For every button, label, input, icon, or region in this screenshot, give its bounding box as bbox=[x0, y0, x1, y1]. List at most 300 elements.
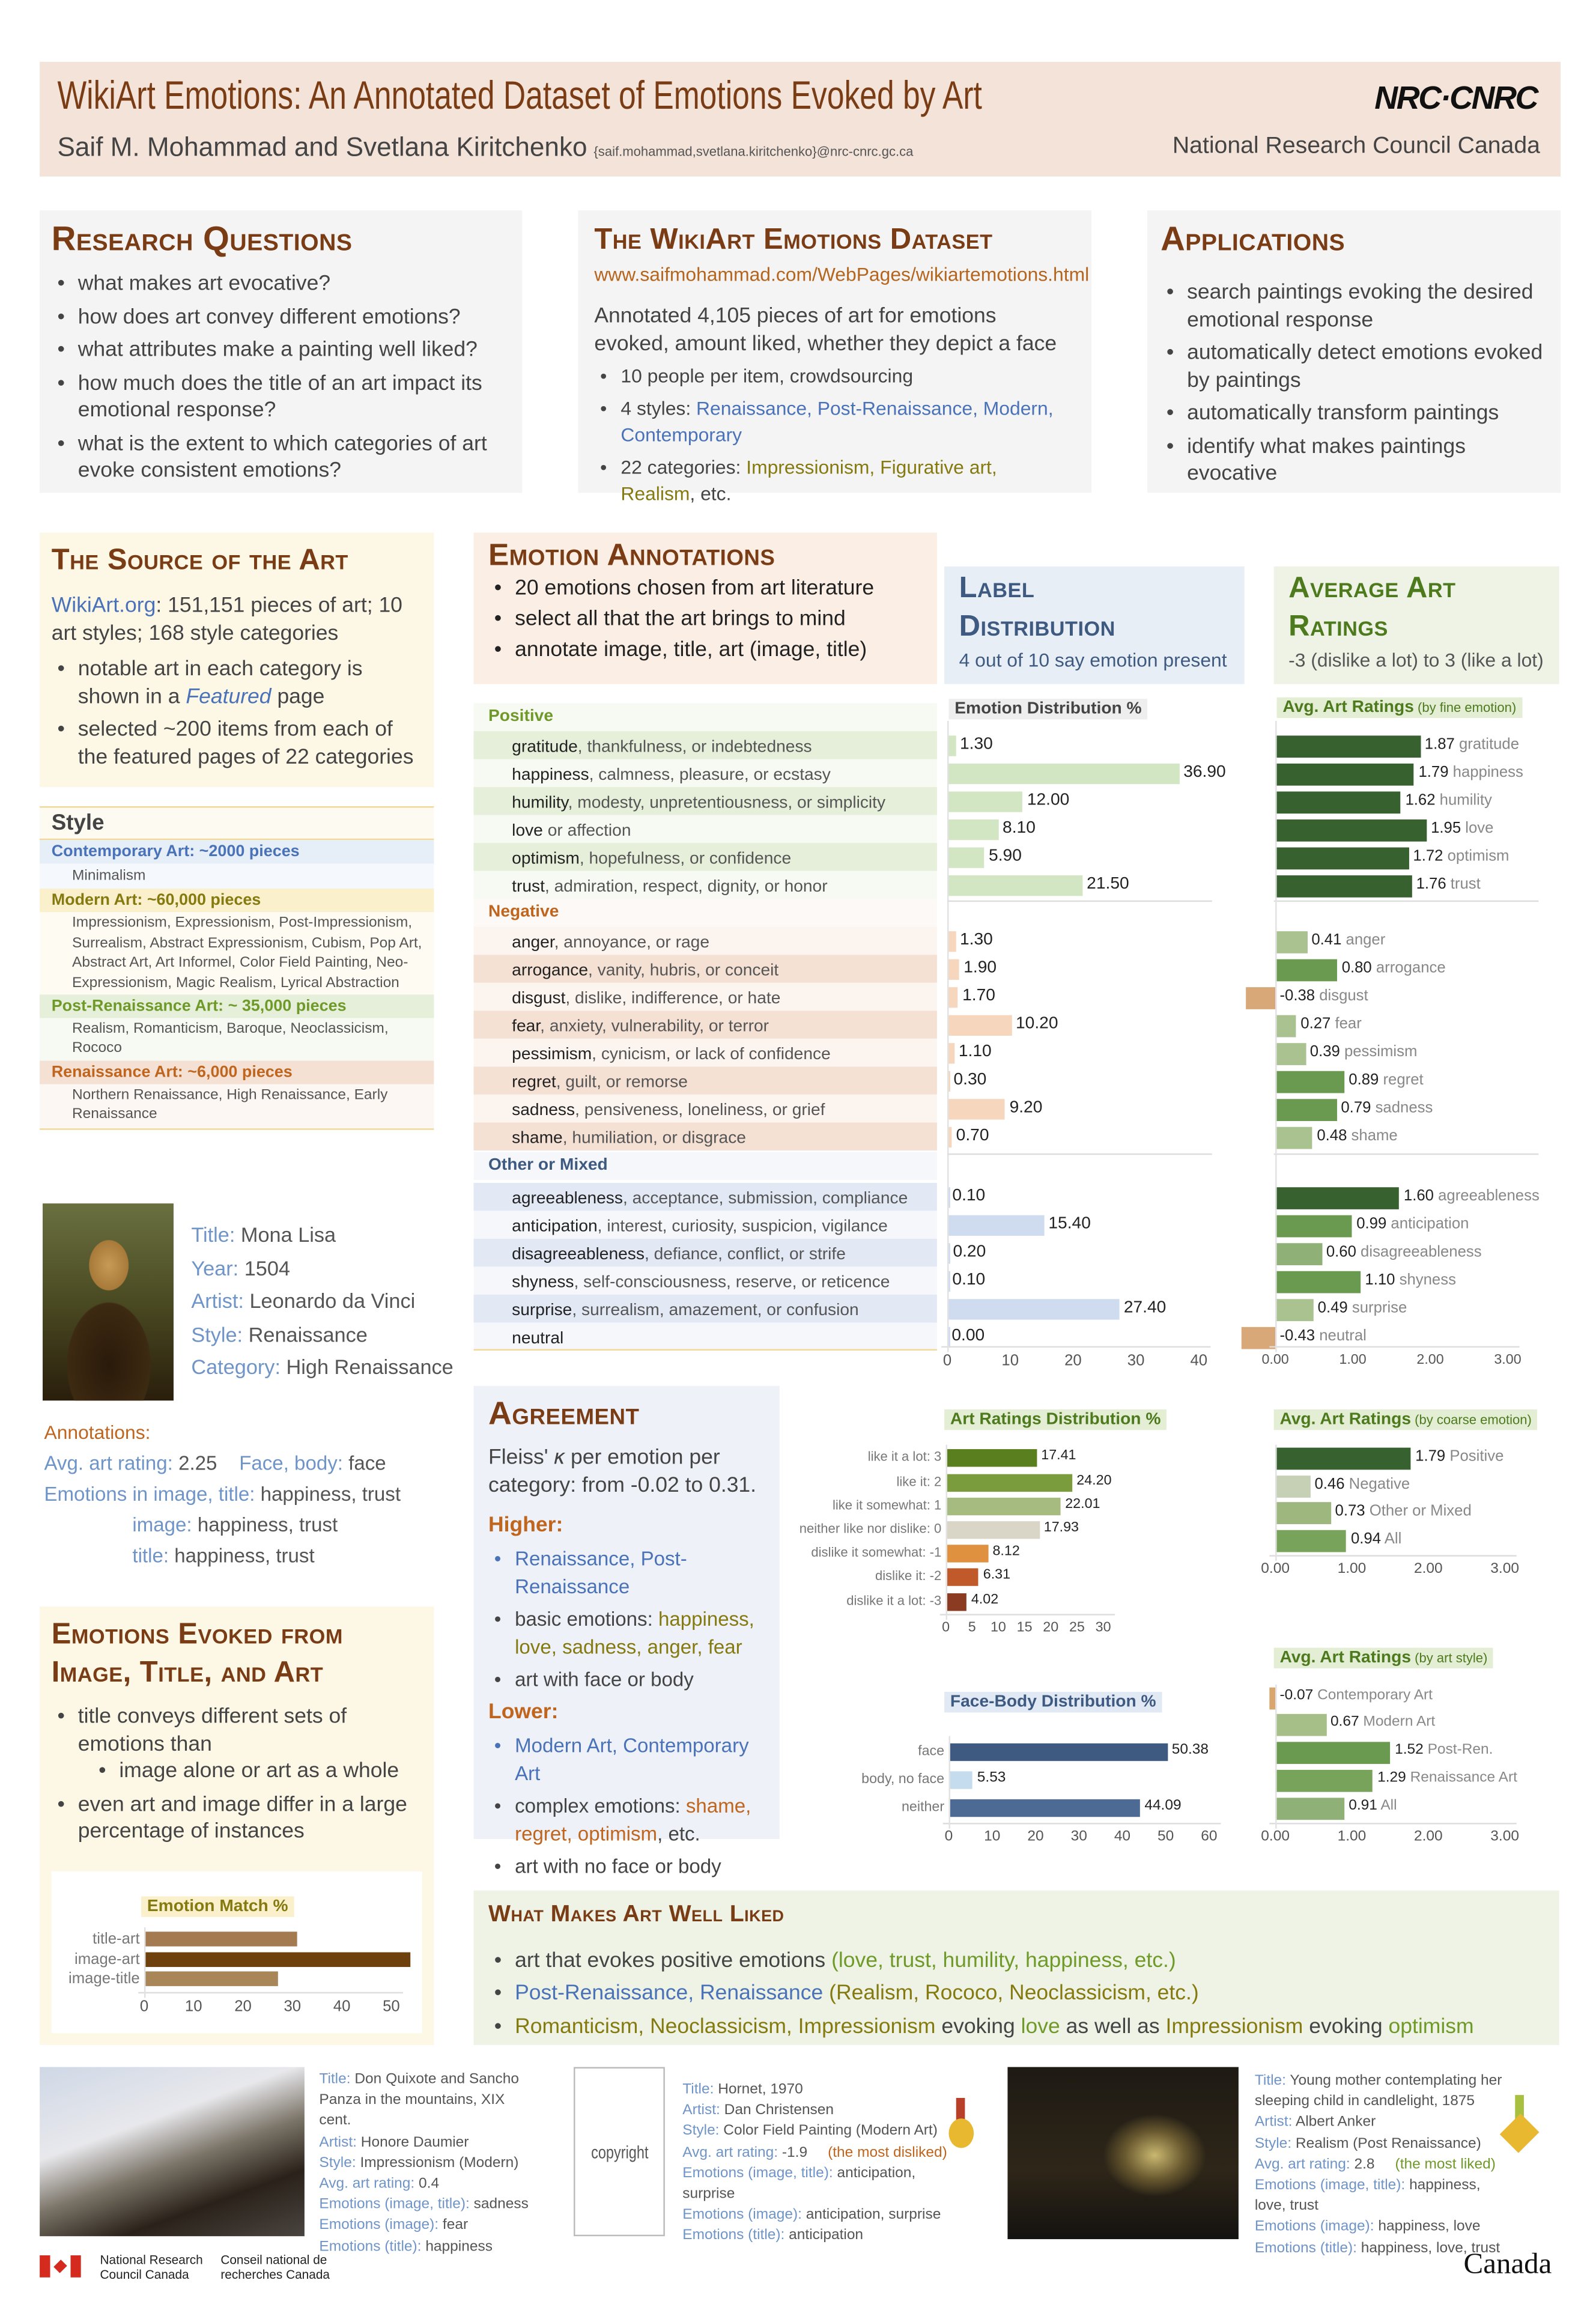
example-label: Emotions (title): bbox=[319, 2239, 426, 2255]
featured-link[interactable]: Featured bbox=[186, 684, 272, 709]
nrc-wordmark-en: National Research Council Canada bbox=[100, 2252, 203, 2282]
axis-tick-label: 20 bbox=[234, 1998, 252, 2016]
group-separator bbox=[947, 1154, 1212, 1155]
value-text: 21.50 bbox=[1087, 875, 1129, 893]
list-item bbox=[52, 656, 422, 711]
example-label: Emotions (image): bbox=[1254, 2219, 1379, 2236]
example-value: 2.8 bbox=[1354, 2156, 1375, 2173]
medal-red-icon-disc bbox=[948, 2118, 974, 2148]
emotion-row bbox=[474, 1039, 937, 1067]
wikiart-link[interactable]: WikiArt.org bbox=[51, 594, 156, 618]
example-row bbox=[682, 2122, 954, 2143]
value-label bbox=[1076, 1473, 1111, 1489]
emotion-row bbox=[474, 871, 937, 899]
emotion-group-header: Other or Mixed bbox=[474, 1152, 937, 1180]
category-label: Renaissance Art bbox=[1406, 1769, 1517, 1786]
style-table bbox=[40, 806, 434, 1141]
list-item: • even art and image differ in a large percentage of instances bbox=[52, 1791, 422, 1846]
category-label: Other or Mixed bbox=[1365, 1502, 1472, 1520]
axis-tick-label: 3.00 bbox=[1490, 1828, 1519, 1845]
source-bullets bbox=[52, 656, 422, 771]
list-item: • what makes art evocative? bbox=[52, 271, 511, 298]
example-label: Artist: bbox=[319, 2134, 361, 2151]
bar bbox=[947, 1299, 1119, 1319]
x-axis-line bbox=[940, 1614, 1115, 1615]
emotion-term: pessimism bbox=[512, 1046, 592, 1064]
detail-label: Style: bbox=[191, 1322, 243, 1346]
bar bbox=[1275, 819, 1427, 841]
bar bbox=[1275, 1501, 1331, 1524]
value-text: 1.62 bbox=[1405, 791, 1436, 809]
axis-tick-label: 20 bbox=[1064, 1352, 1082, 1370]
value-text: 0.79 bbox=[1341, 1099, 1371, 1117]
axis-tick-label: 0.00 bbox=[1261, 1828, 1290, 1845]
emotion-row bbox=[474, 1183, 937, 1211]
x-axis-line bbox=[1269, 1346, 1519, 1348]
value-label bbox=[1395, 1742, 1493, 1758]
value-text: 15.40 bbox=[1048, 1215, 1091, 1233]
style-group-title: Modern Art: ~60,000 pieces bbox=[40, 889, 434, 913]
bullet-text: as well as bbox=[1060, 2014, 1166, 2038]
emotion-term: optimism bbox=[512, 850, 580, 868]
list-item: • automatically transform paintings bbox=[1161, 400, 1547, 427]
zero-line bbox=[948, 1736, 950, 1829]
axis-tick-label: 30 bbox=[1070, 1828, 1087, 1845]
bullet-highlight: love bbox=[1021, 2014, 1060, 2038]
example-value: anticipation bbox=[789, 2228, 864, 2245]
category-label: Negative bbox=[1344, 1476, 1410, 1494]
category-label: shyness bbox=[1395, 1271, 1456, 1289]
value-label bbox=[1087, 875, 1129, 893]
value-label bbox=[1016, 1015, 1058, 1033]
example-row bbox=[682, 2205, 954, 2226]
style-group-title: Renaissance Art: ~6,000 pieces bbox=[40, 1060, 434, 1084]
value-text: -0.38 bbox=[1279, 987, 1315, 1005]
research-questions-list bbox=[52, 271, 511, 485]
value-text: 12.00 bbox=[1027, 791, 1070, 809]
example-label: Avg. art rating: bbox=[1254, 2156, 1355, 2173]
value-label bbox=[992, 1543, 1019, 1560]
detail-value: High Renaissance bbox=[286, 1355, 454, 1379]
don-quixote-painting bbox=[40, 2067, 305, 2237]
value-label bbox=[1418, 764, 1523, 781]
bar bbox=[1275, 791, 1401, 813]
label-distribution-subtitle: 4 out of 10 say emotion present bbox=[959, 648, 1227, 671]
value-text: 17.93 bbox=[1043, 1519, 1079, 1536]
example-row bbox=[1255, 2113, 1513, 2134]
example-value: Don Quixote and Sancho Panza in the mountains, XIX cent. bbox=[319, 2071, 520, 2130]
value-text: 1.90 bbox=[963, 959, 997, 977]
value-text: 1.52 bbox=[1395, 1742, 1424, 1758]
bar bbox=[1275, 1271, 1361, 1293]
bar bbox=[1275, 1071, 1344, 1093]
list-item bbox=[488, 2010, 1544, 2043]
bar bbox=[1275, 1298, 1313, 1321]
chart-title bbox=[1274, 1409, 1538, 1430]
category-label: shame bbox=[1347, 1126, 1398, 1145]
category-label: image-art bbox=[74, 1951, 140, 1969]
value-text: 17.41 bbox=[1041, 1447, 1076, 1464]
chart-title bbox=[1277, 698, 1522, 718]
bar bbox=[946, 1545, 989, 1562]
emotion-term: disgust bbox=[512, 990, 566, 1008]
example-value: -1.9 bbox=[781, 2144, 808, 2161]
bar bbox=[947, 875, 1082, 896]
group-separator bbox=[947, 901, 1212, 902]
x-axis-line bbox=[1269, 1555, 1516, 1556]
style-table-heading: Style bbox=[40, 806, 434, 840]
category-label: agreeableness bbox=[1433, 1187, 1540, 1205]
example-value: Realism (Post Renaissance) bbox=[1295, 2135, 1481, 2152]
category-label: neutral bbox=[1315, 1327, 1367, 1345]
applications-list bbox=[1161, 279, 1547, 488]
value-label bbox=[971, 1592, 998, 1608]
bullet-text: , etc. bbox=[657, 1823, 700, 1845]
bullet-highlight: (Realism, Rococo, Neoclassicism, etc.) bbox=[823, 1981, 1199, 2005]
value-text: 0.00 bbox=[951, 1327, 985, 1345]
example-row bbox=[319, 2216, 539, 2237]
emotion-term: arrogance bbox=[512, 962, 589, 980]
emotion-synonyms: , acceptance, submission, compliance bbox=[622, 1190, 908, 1208]
emotion-term: fear bbox=[512, 1018, 541, 1036]
bar bbox=[947, 848, 985, 868]
x-axis-line bbox=[138, 1992, 403, 1993]
value-text: 0.39 bbox=[1309, 1043, 1340, 1061]
value-label bbox=[1341, 1099, 1433, 1116]
list-item: • what is the extent to which categories of art evoke consistent emotions? bbox=[52, 430, 511, 485]
category-label: image-title bbox=[68, 1969, 140, 1988]
value-label bbox=[1279, 1688, 1433, 1704]
emotion-row bbox=[474, 843, 937, 871]
annotation-value: happiness, trust bbox=[197, 1513, 338, 1536]
chart-title bbox=[1274, 1648, 1494, 1668]
annotation-row bbox=[44, 1509, 401, 1540]
example-label: Title: bbox=[682, 2082, 718, 2098]
axis-tick-label: 0.00 bbox=[1261, 1561, 1290, 1578]
value-label bbox=[1311, 931, 1385, 949]
value-label bbox=[952, 1271, 985, 1289]
category-label: like it a lot: 3 bbox=[867, 1449, 942, 1464]
detail-row bbox=[191, 1284, 453, 1318]
organization: National Research Council Canada bbox=[1172, 133, 1540, 159]
example-row bbox=[319, 2195, 539, 2216]
example-value: 0.4 bbox=[419, 2175, 440, 2192]
value-label bbox=[1425, 735, 1519, 753]
value-label bbox=[953, 1243, 986, 1260]
value-label bbox=[1010, 1099, 1043, 1116]
emotion-synonyms: or affection bbox=[542, 822, 631, 840]
group-separator bbox=[1274, 1154, 1539, 1155]
value-label bbox=[1183, 764, 1225, 781]
category-label: like it: 2 bbox=[896, 1474, 942, 1489]
zero-line bbox=[1275, 1445, 1276, 1561]
emotion-term: trust bbox=[512, 878, 545, 896]
emotion-term: anger bbox=[512, 934, 554, 952]
example-label: Avg. art rating: bbox=[319, 2175, 419, 2192]
detail-row bbox=[191, 1218, 453, 1251]
emotion-synonyms: , admiration, respect, dignity, or honor bbox=[544, 878, 828, 896]
chart-subtitle: (by fine emotion) bbox=[1413, 700, 1517, 716]
categories-label: 22 categories: bbox=[620, 456, 747, 478]
bullet-highlight: shame, regret, optimism bbox=[515, 1795, 751, 1845]
list-item bbox=[488, 1977, 1544, 2010]
value-text: 1.60 bbox=[1403, 1187, 1434, 1205]
nrc-wordmark-fr: Conseil national de recherches Canada bbox=[220, 2252, 330, 2282]
value-label bbox=[1431, 819, 1493, 837]
emotion-row bbox=[474, 955, 937, 983]
list-item: • how much does the title of an art impact its emotional response? bbox=[52, 370, 511, 425]
styles-label: 4 styles: bbox=[620, 397, 697, 419]
example-row bbox=[319, 2133, 539, 2154]
bar bbox=[946, 1474, 1072, 1492]
value-label bbox=[977, 1770, 1006, 1786]
bar bbox=[1242, 1327, 1275, 1349]
value-label bbox=[952, 1187, 985, 1205]
emotion-row bbox=[474, 1211, 937, 1239]
list-item bbox=[52, 1704, 422, 1786]
emotion-synonyms: , hopefulness, or confidence bbox=[579, 850, 792, 868]
value-label bbox=[1065, 1496, 1100, 1512]
axis-tick-label: 40 bbox=[1114, 1828, 1131, 1845]
emotion-annotations-bullets bbox=[488, 574, 922, 666]
value-text: 1.29 bbox=[1377, 1769, 1406, 1786]
category-label: disagreeableness bbox=[1356, 1243, 1482, 1261]
bar bbox=[1246, 986, 1275, 1009]
example-row bbox=[682, 2101, 954, 2122]
emotion-synonyms: , defiance, conflict, or strife bbox=[644, 1246, 846, 1264]
value-text: 1.30 bbox=[959, 735, 993, 753]
value-text: -0.43 bbox=[1279, 1327, 1315, 1345]
categories-list: Impressionism, Figurative art, Realism bbox=[620, 456, 997, 505]
applications-panel bbox=[1147, 210, 1561, 493]
value-text: 0.67 bbox=[1330, 1713, 1359, 1730]
emotion-synonyms: , dislike, indifference, or hate bbox=[565, 990, 781, 1008]
emotion-term: sadness bbox=[512, 1102, 575, 1120]
value-label bbox=[983, 1567, 1010, 1583]
agreement-panel bbox=[474, 1386, 780, 1877]
chart-title-text: Avg. Art Ratings bbox=[1279, 1411, 1412, 1429]
label-distribution-panel bbox=[944, 567, 1245, 684]
bullet-highlight: Romanticism, Neoclassicism, Impressionism bbox=[515, 2014, 936, 2038]
well-liked-bullets bbox=[488, 1944, 1544, 2043]
value-label bbox=[1342, 959, 1446, 977]
example-label: Emotions (image, title): bbox=[319, 2196, 474, 2213]
chart-title-text: Emotion Distribution % bbox=[954, 700, 1142, 719]
bar bbox=[948, 1799, 1139, 1817]
list-item: • 20 emotions chosen from art literature bbox=[488, 574, 922, 604]
value-text: 27.40 bbox=[1123, 1299, 1167, 1317]
bar bbox=[946, 1498, 1061, 1515]
agreement-heading: Agreement bbox=[488, 1394, 640, 1432]
value-label bbox=[960, 735, 993, 753]
annotation-value: face bbox=[348, 1451, 386, 1474]
emotion-term: disagreeableness bbox=[512, 1246, 645, 1264]
emotion-synonyms: , calmness, pleasure, or ecstasy bbox=[589, 766, 831, 785]
value-text: 0.89 bbox=[1349, 1071, 1379, 1089]
lower-list bbox=[488, 1731, 765, 1880]
dataset-panel bbox=[578, 210, 1091, 505]
value-label bbox=[1318, 1299, 1407, 1316]
bar bbox=[1275, 1769, 1373, 1792]
bar bbox=[1275, 1797, 1344, 1819]
bar bbox=[946, 1568, 979, 1585]
bullet-text: evoking bbox=[1303, 2014, 1389, 2038]
style-group-title: Contemporary Art: ~2000 pieces bbox=[40, 840, 434, 863]
bullet-text: basic emotions: bbox=[515, 1608, 658, 1631]
dataset-url[interactable]: www.saifmohammad.com/WebPages/wikiartemotions.html bbox=[594, 263, 1090, 286]
detail-value: Mona Lisa bbox=[240, 1222, 336, 1247]
value-label bbox=[1351, 1530, 1401, 1548]
value-label bbox=[953, 1071, 986, 1089]
axis-tick-label: 50 bbox=[383, 1998, 400, 2016]
bar bbox=[947, 1099, 1005, 1119]
chart-title-text: Emotion Match % bbox=[147, 1897, 288, 1916]
source-panel bbox=[40, 532, 434, 787]
example-details bbox=[319, 2070, 539, 2258]
value-label bbox=[960, 931, 993, 949]
example-value: happiness bbox=[425, 2239, 493, 2255]
chart-title bbox=[944, 1692, 1162, 1712]
bar bbox=[1275, 1187, 1399, 1209]
axis-tick-label: 40 bbox=[333, 1998, 351, 2016]
bar bbox=[1275, 1242, 1321, 1265]
bar bbox=[1275, 1713, 1326, 1736]
value-text: 36.90 bbox=[1183, 763, 1226, 782]
value-label bbox=[1413, 848, 1509, 865]
mona-lisa-details bbox=[191, 1218, 453, 1384]
example-label: Emotions (image, title): bbox=[1254, 2177, 1410, 2194]
list-item: • 10 people per item, crowdsourcing bbox=[594, 363, 1075, 390]
value-text: 4.02 bbox=[971, 1591, 999, 1608]
example-details bbox=[1255, 2071, 1513, 2260]
zero-line bbox=[1275, 721, 1276, 1352]
bar bbox=[1275, 847, 1409, 869]
zero-line bbox=[1275, 1685, 1276, 1829]
zero-line bbox=[947, 721, 948, 1352]
value-label bbox=[1365, 1271, 1456, 1289]
example-value: Color Field Painting (Modern Art) bbox=[723, 2123, 938, 2140]
category-label: love bbox=[1461, 819, 1494, 837]
category-label: trust bbox=[1446, 875, 1481, 893]
axis-tick-label: 30 bbox=[1095, 1620, 1111, 1637]
example-row bbox=[319, 2237, 539, 2258]
group-separator bbox=[1274, 901, 1539, 902]
emotion-synonyms: , self-consciousness, reserve, or reticence bbox=[574, 1274, 890, 1292]
value-text: 5.90 bbox=[989, 847, 1022, 865]
emotion-term: surprise bbox=[512, 1302, 572, 1320]
well-liked-heading: What Makes Art Well Liked bbox=[488, 1902, 784, 1927]
list-item bbox=[488, 1605, 765, 1661]
value-text: 1.87 bbox=[1424, 735, 1455, 753]
bar bbox=[948, 1743, 1167, 1761]
axis-tick-label: 2.00 bbox=[1413, 1561, 1443, 1578]
annotation-value: 2.25 bbox=[178, 1451, 217, 1474]
evoked-heading: Emotions Evoked from Image, Title, and Art bbox=[51, 1618, 343, 1689]
axis-tick-label: 1.00 bbox=[1337, 1828, 1367, 1845]
axis-tick-label: 30 bbox=[1127, 1352, 1145, 1370]
value-text: 0.49 bbox=[1317, 1299, 1348, 1317]
example-row bbox=[319, 2154, 539, 2175]
list-item bbox=[488, 1792, 765, 1848]
category-label: arrogance bbox=[1371, 959, 1446, 977]
list-item: • art with face or body bbox=[488, 1665, 765, 1694]
bar bbox=[948, 1771, 972, 1789]
bar bbox=[144, 1953, 411, 1967]
axis-tick-label: 2.00 bbox=[1416, 1352, 1444, 1369]
emotion-row bbox=[474, 815, 937, 843]
list-item: • image alone or art as a whole bbox=[93, 1758, 422, 1785]
chart-title-text: Avg. Art Ratings bbox=[1279, 1649, 1412, 1667]
example-label: Style: bbox=[682, 2123, 724, 2140]
value-text: 8.12 bbox=[992, 1543, 1020, 1560]
emotion-synonyms: , anxiety, vulnerability, or terror bbox=[540, 1018, 769, 1036]
annotation-label: Avg. art rating: bbox=[44, 1451, 173, 1474]
value-text: 1.10 bbox=[1365, 1271, 1395, 1289]
example-label: Title: bbox=[1254, 2073, 1290, 2090]
example-row bbox=[1255, 2134, 1513, 2155]
value-label bbox=[1044, 1520, 1079, 1536]
axis-tick-label: 5 bbox=[968, 1620, 976, 1637]
lower-label: Lower: bbox=[488, 1700, 559, 1724]
dataset-description: Annotated 4,105 pieces of art for emotions evoked, amount liked, whether they depict a face bbox=[594, 304, 1057, 356]
value-label bbox=[1415, 1448, 1503, 1465]
emotion-term: anticipation bbox=[512, 1218, 598, 1236]
bar bbox=[947, 764, 1179, 784]
bullet-highlight: Post-Renaissance, Renaissance bbox=[515, 1981, 824, 2005]
example-value: fear bbox=[442, 2217, 469, 2234]
research-questions-panel bbox=[40, 210, 522, 493]
bar bbox=[1275, 1126, 1312, 1149]
category-label: body, no face bbox=[861, 1771, 945, 1788]
annotation-value: happiness, trust bbox=[174, 1545, 315, 1567]
category-label: disgust bbox=[1315, 987, 1368, 1005]
chart-subtitle: (by art style) bbox=[1411, 1650, 1488, 1666]
detail-row bbox=[191, 1318, 453, 1351]
annotation-label: Emotions in image, title: bbox=[44, 1483, 255, 1506]
category-label: humility bbox=[1435, 791, 1492, 809]
example-row bbox=[319, 2070, 539, 2132]
example-label: Emotions (image, title): bbox=[682, 2165, 837, 2182]
value-label bbox=[1349, 1798, 1397, 1814]
source-summary-text: : 151,151 pieces of art; 10 art styles; 168 style categories bbox=[51, 594, 402, 645]
bar bbox=[144, 1932, 297, 1946]
nrc-logo: NRC·CNRC bbox=[1374, 79, 1537, 117]
value-text: 1.79 bbox=[1418, 763, 1449, 782]
value-label bbox=[1048, 1215, 1090, 1233]
chart-title-text: Avg. Art Ratings bbox=[1282, 699, 1414, 717]
axis-tick-label: 10 bbox=[1001, 1352, 1019, 1370]
detail-value: Renaissance bbox=[248, 1322, 368, 1346]
bar bbox=[947, 1215, 1044, 1236]
list-item bbox=[488, 1944, 1544, 1977]
annotation-row bbox=[44, 1479, 401, 1509]
emotion-row bbox=[474, 759, 937, 788]
bar bbox=[946, 1593, 967, 1611]
emotion-term: regret bbox=[512, 1074, 556, 1092]
chart-title bbox=[944, 1409, 1167, 1430]
bullet-highlight: happiness, love, sadness, anger, fear bbox=[515, 1608, 754, 1658]
axis-tick-label: 15 bbox=[1016, 1620, 1033, 1637]
bar bbox=[1275, 958, 1337, 980]
category-label: All bbox=[1381, 1530, 1402, 1548]
category-label: sadness bbox=[1371, 1099, 1433, 1117]
bar bbox=[1275, 1741, 1391, 1763]
emotion-row bbox=[474, 1322, 937, 1351]
axis-tick-label: 2.00 bbox=[1413, 1828, 1443, 1845]
value-label bbox=[1041, 1448, 1076, 1464]
value-text: 0.10 bbox=[952, 1271, 986, 1289]
authors-line bbox=[58, 132, 914, 163]
